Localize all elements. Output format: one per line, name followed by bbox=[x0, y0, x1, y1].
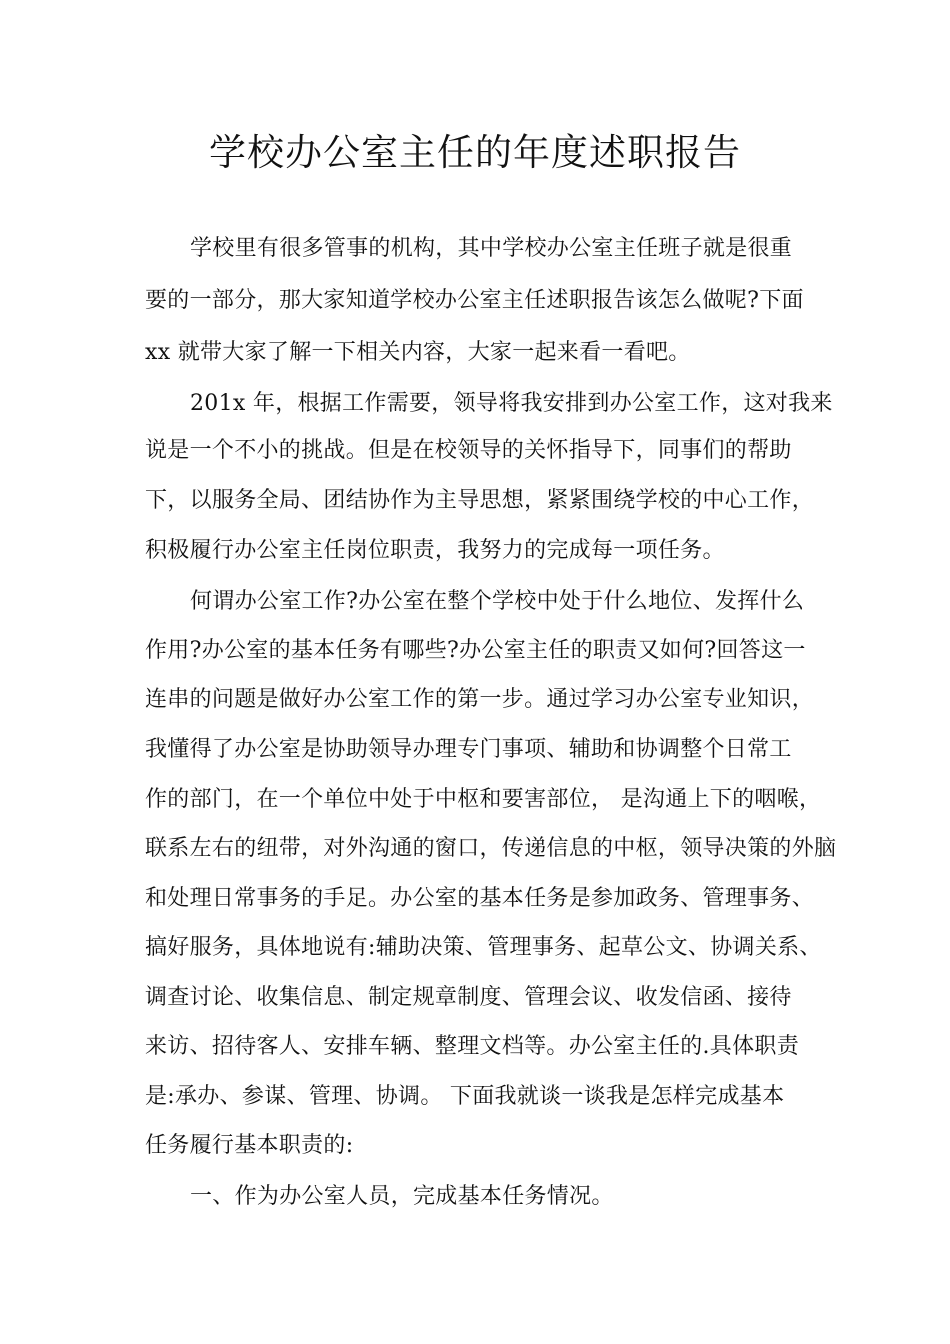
paragraph-line: 作用?办公室的基本任务有哪些?办公室主任的职责又如何?回答这一 bbox=[145, 638, 806, 663]
section-heading: 一、作为办公室人员，完成基本任务情况。 bbox=[190, 1184, 614, 1209]
paragraph-line: 和处理日常事务的手足。办公室的基本任务是参加政务、管理事务、 bbox=[145, 886, 815, 911]
paragraph-line: 要的一部分，那大家知道学校办公室主任述职报告该怎么做呢?下面 bbox=[145, 288, 804, 313]
paragraph-line: 学校里有很多管事的机构，其中学校办公室主任班子就是很重 bbox=[190, 236, 793, 261]
paragraph-line: 我懂得了办公室是协助领导办理专门事项、辅助和协调整个日常工 bbox=[145, 737, 792, 762]
paragraph-line: 来访、招待客人、安排车辆、整理文档等。办公室主任的.具体职责 bbox=[145, 1034, 799, 1059]
paragraph-line: 是:承办、参谋、管理、协调。 下面我就谈一谈我是怎样完成基本 bbox=[145, 1084, 785, 1109]
paragraph-line: 说是一个不小的挑战。但是在校领导的关怀指导下，同事们的帮助 bbox=[145, 438, 792, 463]
paragraph-line: 调查讨论、收集信息、制定规章制度、管理会议、收发信函、接待 bbox=[145, 985, 792, 1010]
paragraph-line: 下，以服务全局、团结协作为主导思想，紧紧围绕学校的中心工作， bbox=[145, 488, 815, 513]
paragraph-line: 积极履行办公室主任岗位职责，我努力的完成每一项任务。 bbox=[145, 538, 725, 563]
paragraph-line: xx 就带大家了解一下相关内容，大家一起来看一看吧。 bbox=[145, 340, 691, 365]
paragraph-line: 作的部门，在一个单位中处于中枢和要害部位， 是沟通上下的咽喉， bbox=[145, 787, 822, 812]
document-title: 学校办公室主任的年度述职报告 bbox=[209, 131, 741, 174]
paragraph-line: 任务履行基本职责的: bbox=[145, 1133, 354, 1158]
paragraph-line: 联系左右的纽带，对外沟通的窗口，传递信息的中枢，领导决策的外脑 bbox=[145, 836, 837, 861]
paragraph-line: 何谓办公室工作?办公室在整个学校中处于什么地位、发挥什么 bbox=[190, 589, 805, 614]
paragraph-line: 搞好服务，具体地说有:辅助决策、管理事务、起草公文、协调关系、 bbox=[145, 935, 822, 960]
paragraph-line: 连串的问题是做好办公室工作的第一步。通过学习办公室专业知识， bbox=[145, 687, 815, 712]
paragraph-line: 201x 年，根据工作需要，领导将我安排到办公室工作，这对我来 bbox=[190, 391, 833, 416]
